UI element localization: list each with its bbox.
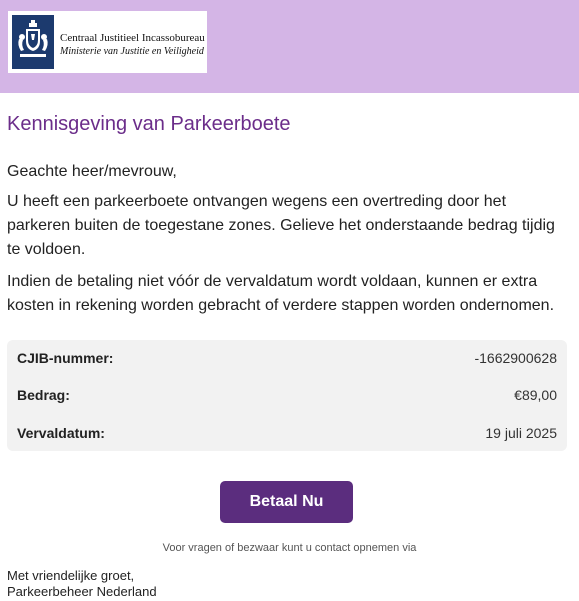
logo-text [60, 31, 205, 59]
detail-row-amount [17, 386, 557, 404]
detail-row-due-date [17, 424, 557, 442]
page-title: Kennisgeving van Parkeerboete [7, 113, 291, 135]
closing-sender: Parkeerbeheer Nederland [7, 584, 157, 599]
closing-greeting: Met vriendelijke groet, [7, 568, 135, 583]
detail-value: €89,00 [514, 387, 557, 403]
body-paragraph-1: U heeft een parkeerboete ontvangen wegens een overtreding door het parkeren buiten de toegestane zones. Gelieve het onderstaande bedrag tijdig te voldoen. [7, 193, 555, 258]
detail-row-cjib-number [17, 349, 557, 367]
org-name: Centraal Justitieel Incassobureau [60, 32, 205, 44]
cjib-logo [8, 11, 207, 73]
contact-note: Voor vragen of bezwaar kunt u contact opnemen via [162, 542, 417, 554]
detail-label: CJIB-nummer: [17, 350, 114, 366]
pay-now-button[interactable]: Betaal Nu [220, 481, 353, 523]
email-body [7, 110, 567, 326]
detail-label: Vervaldatum: [17, 425, 105, 441]
closing-signature [7, 568, 157, 600]
body-paragraph-2: Indien de betaling niet vóór de vervaldatum wordt voldaan, kunnen er extra kosten in rekening worden gebracht of verdere stappen worden ondernomen. [7, 273, 555, 314]
detail-value: 19 juli 2025 [485, 425, 557, 441]
fine-details-box [7, 340, 567, 451]
coat-of-arms-icon [12, 15, 54, 69]
email-header [0, 0, 579, 93]
salutation: Geachte heer/mevrouw, [7, 163, 177, 180]
detail-label: Bedrag: [17, 387, 70, 403]
org-ministry: Ministerie van Justitie en Veiligheid [60, 46, 204, 57]
detail-value: -1662900628 [474, 350, 557, 366]
